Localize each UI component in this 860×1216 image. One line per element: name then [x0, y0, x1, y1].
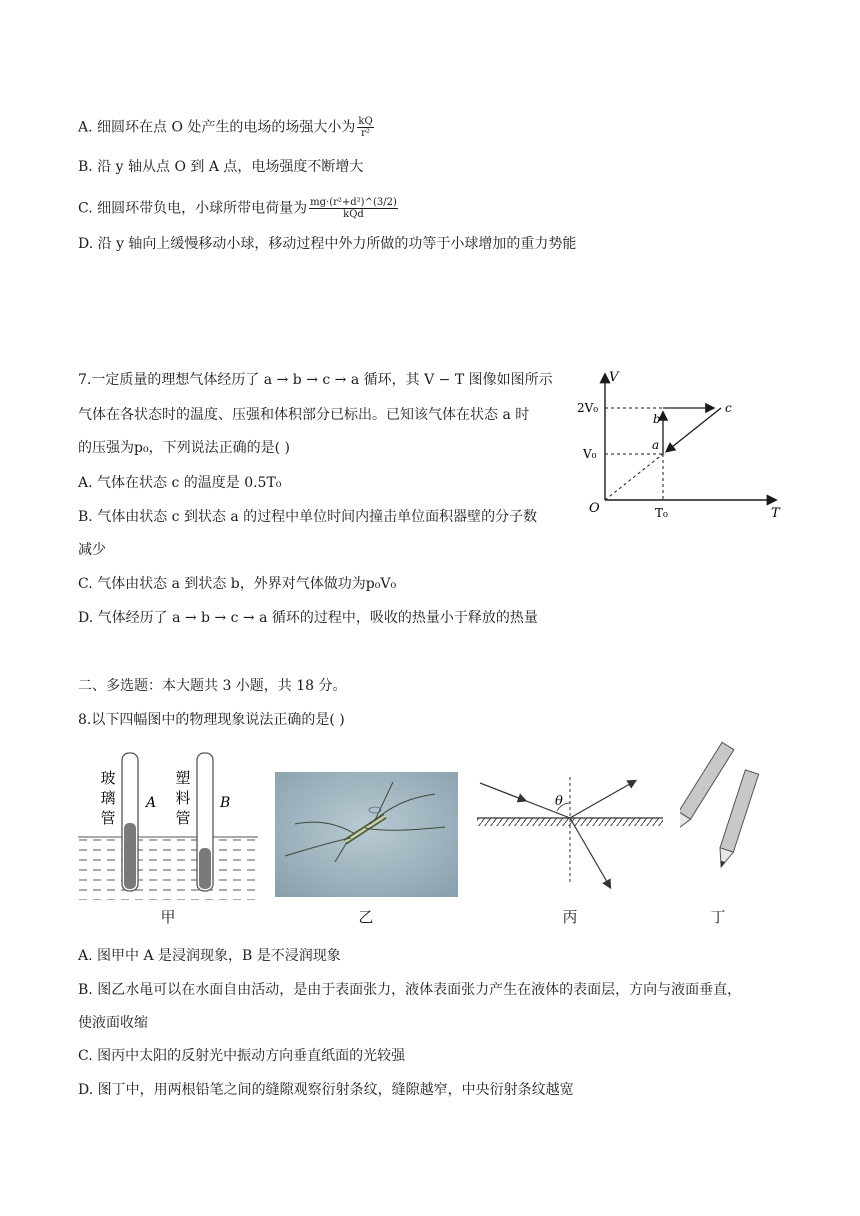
q6-option-a-text: A. 细圆环在点 O 处产生的电场的场强大小为	[78, 119, 356, 136]
q7-option-b-line2: 减少	[78, 542, 106, 558]
q6-option-b: B. 沿 y 轴从点 O 到 A 点，电场强度不断增大	[78, 159, 364, 175]
water-body	[78, 837, 258, 900]
glass-label-char-1: 玻	[100, 769, 116, 787]
t-axis-label: T	[771, 506, 780, 521]
section-2-heading: 二、多选题：本大题共 3 小题，共 18 分。	[78, 678, 347, 694]
q6-option-c	[78, 197, 398, 220]
point-a-label: a	[652, 438, 660, 452]
plastic-label-char-2: 料	[175, 789, 191, 807]
q7-option-a: A. 气体在状态 c 的温度是 0.5T₀	[78, 475, 282, 491]
refracted-ray	[570, 818, 610, 887]
q8-figure-yi-photo	[275, 772, 458, 897]
q8-stem: 8.以下四幅图中的物理现象说法正确的是( )	[78, 712, 345, 728]
q6-option-c-text: C. 细圆环带负电，小球所带电荷量为	[78, 200, 308, 217]
water-background	[275, 772, 458, 897]
tick-v0: V₀	[583, 447, 597, 461]
q6-option-a	[78, 116, 374, 139]
point-b-label: b	[653, 412, 661, 426]
caption-jia: 甲	[160, 908, 176, 926]
plastic-label-char-3: 管	[175, 809, 191, 827]
q8-figure-ding	[680, 740, 770, 885]
caption-yi: 乙	[358, 908, 374, 926]
fraction-denominator: kQd	[343, 209, 364, 220]
q8-figure-jia	[78, 745, 258, 900]
fraction-numerator: mg·(r²+d²)^(3/2)	[310, 197, 397, 208]
guide-origin-a	[605, 454, 663, 500]
q6-option-a-fraction	[357, 116, 373, 139]
q8-option-b-line1: B. 图乙水黾可以在水面自由活动，是由于表面张力，液体表面张力产生在液体的表面层，方向与液面垂直，	[78, 982, 742, 998]
q7-stem-line3: 的压强为p₀，下列说法正确的是( )	[78, 440, 290, 456]
q8-option-a: A. 图甲中 A 是浸润现象，B 是不浸润现象	[78, 948, 341, 964]
glass-tube-liquid	[124, 823, 136, 889]
q8-option-d: D. 图丁中，用两根铅笔之间的缝隙观察衍射条纹，缝隙越窄，中央衍射条纹越宽	[78, 1082, 574, 1098]
q7-stem-line2: 气体在各状态时的温度、压强和体积部分已标出。已知该气体在状态 a 时	[78, 407, 530, 423]
caption-ding: 丁	[710, 908, 726, 926]
q7-option-b-line1: B. 气体由状态 c 到状态 a 的过程中单位时间内撞击单位面积器壁的分子数	[78, 509, 538, 525]
tube-b-label: B	[220, 795, 231, 811]
tick-t0: T₀	[655, 506, 668, 520]
q7-option-c: C. 气体由状态 a 到状态 b，外界对气体做功为p₀V₀	[78, 576, 397, 592]
origin-label: O	[589, 501, 600, 516]
fraction-denominator: r²	[361, 128, 370, 139]
tick-2v0: 2V₀	[577, 401, 599, 415]
glass-label-char-3: 管	[100, 809, 116, 827]
caption-bing: 丙	[562, 908, 578, 926]
incident-arrow	[480, 783, 525, 801]
point-c-label: c	[725, 401, 732, 415]
reflected-ray	[570, 781, 635, 818]
plastic-tube-liquid	[199, 848, 211, 889]
tube-a-label: A	[146, 795, 157, 811]
q7-option-d: D. 气体经历了 a → b → c → a 循环的过程中，吸收的热量小于释放的热量	[78, 610, 538, 626]
q8-option-c: C. 图丙中太阳的反射光中振动方向垂直纸面的光较强	[78, 1048, 406, 1064]
pencil-left-icon	[680, 742, 734, 834]
q7-stem-line1: 7.一定质量的理想气体经历了 a → b → c → a 循环，其 V − T 图像如图所示	[78, 372, 553, 388]
glass-label-char-2: 璃	[100, 789, 116, 807]
q6-option-d: D. 沿 y 轴向上缓慢移动小球，移动过程中外力所做的功等于小球增加的重力势能	[78, 236, 577, 252]
v-axis-label: V	[609, 370, 619, 385]
q8-option-b-line2: 使液面收缩	[78, 1015, 148, 1031]
q7-vt-graph	[575, 365, 790, 525]
plastic-label-char-1: 塑	[175, 769, 191, 787]
process-c-a	[667, 408, 721, 451]
pencil-right-icon	[714, 770, 758, 869]
q6-option-c-fraction	[309, 197, 398, 220]
fraction-numerator: kQ	[358, 116, 373, 127]
q8-figure-bing	[475, 775, 665, 895]
theta-label: θ	[555, 794, 563, 809]
